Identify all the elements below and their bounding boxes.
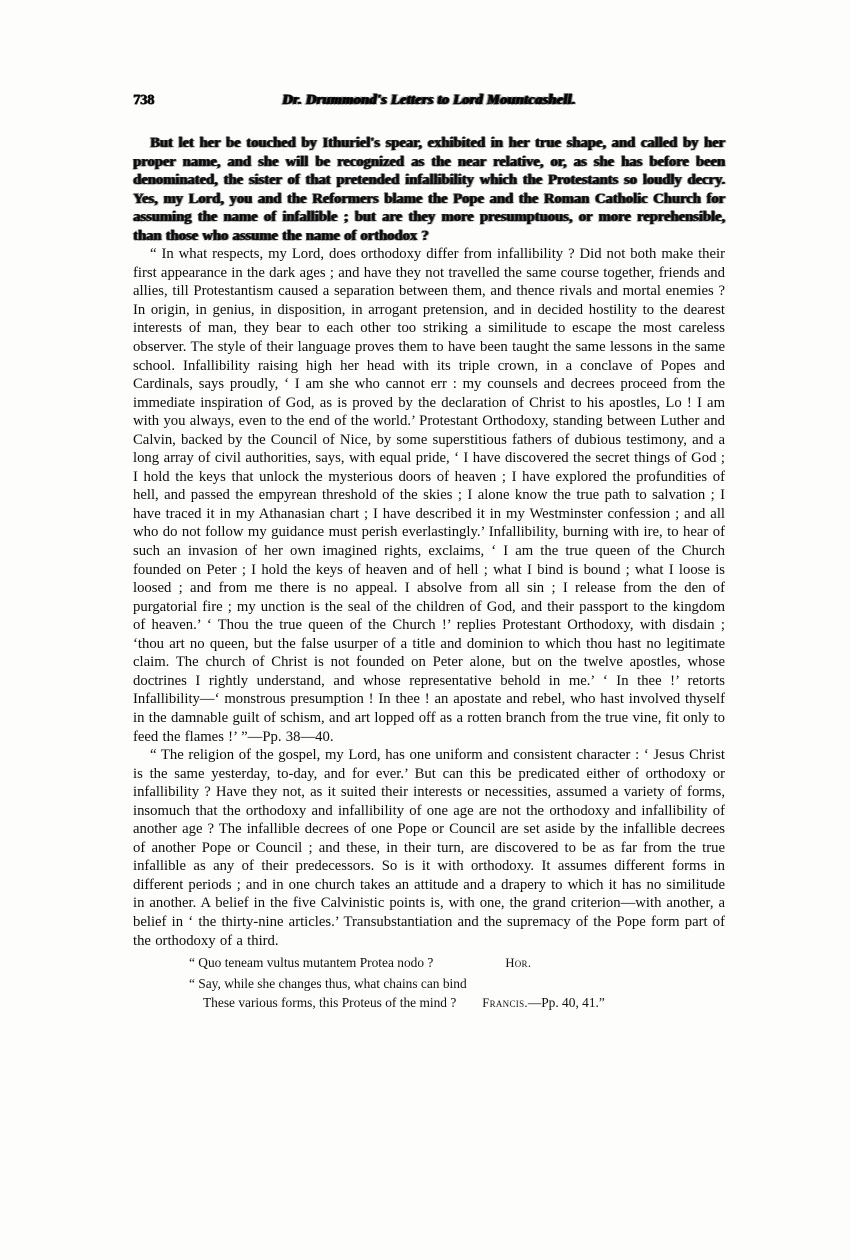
paragraph-one: But let her be touched by Ithuriel's spear, exhibited in her true shape, and called by her proper name, and she will be recognized as the near relative, or, as she has before been denominated, the sister of that pretended infallibility which the Protestants so loudly decry. Yes, my Lord, you and the Reformers blame the Pope and the Roman Catholic Church for assuming the name of infallible ; but are they more presumptuous, or more reprehensible, than those who assume the name of orthodox ? bbox=[133, 135, 725, 244]
paragraph-two: “ In what respects, my Lord, does orthodoxy differ from infallibility ? Did not both make their first appearance in the dark ages ; and have they not travelled the same course together, friends and allies, till Protestantism caused a separation between them, and thence rivals and mortal enemies ? In origin, in genius, in disposition, in arrogant pretension, and in decided hostility to the dearest interests of man, they bear to each other too striking a similitude to escape the most careless observer. The style of their language proves them to have been taught the same lessons in the same school. Infallibility raising high her head with its triple crown, in a conclave of Popes and Cardinals, says proudly, ‘ I am she who cannot err : my counsels and decrees proceed from the immediate inspiration of God, as is proved by the declaration of Christ to his apostles, Lo ! I am with you always, even to the end of the world.’ Protestant Orthodoxy, standing between Luther and Calvin, backed by the Council of Nice, by some superstitious fathers of dubious testimony, and a long array of civil authorities, says, with equal pride, ‘ I have discovered the secret things of God ; I hold the keys that unlock the mysterious doors of heaven ; I have explored the profundities of hell, and passed the empyrean threshold of the skies ; I alone know the true path to salvation ; I have traced it in my Athanasian chart ; I have described it in my Westminster confession ; and all who do not follow my guidance must perish everlastingly.’ Infallibility, burning with ire, to hear of such an invasion of her own imagined rights, exclaims, ‘ I am the true queen of the Church founded on Peter ; I hold the keys of heaven and of hell ; what I bind is bound ; what I loose is loosed ; and from me there is no appeal. I absolve from all sin ; I release from the den of purgatorial fire ; my unction is the seal of the children of God, and their passport to the kingdom of heaven.’ ‘ Thou the true queen of the Church !’ replies Protestant Orthodoxy, with disdain ; ‘thou art no queen, but the false usurper of a title and dominion to which thou hast no legitimate claim. The church of Christ is not founded on Peter alone, but on the twelve apostles, whose doctrines I rightly understand, and whose representative behold in me.’ ‘ In thee !’ retorts Infallibility—‘ monstrous presumption ! In thee ! an apostate and rebel, who hast involved thyself in the damnable guilt of schism, and art lopped off as a rotten branch from the true vine, fit only to feed the flames !’ ”—Pp. 38—40. bbox=[133, 246, 725, 745]
verse-line-one: “ Say, while she changes thus, what chains can bind bbox=[189, 975, 467, 991]
verse-line-two bbox=[133, 993, 725, 1014]
quotation-block bbox=[133, 953, 725, 1014]
running-head-title: Dr. Drummond's Letters to Lord Mountcashell. bbox=[282, 92, 576, 108]
running-head bbox=[133, 92, 725, 114]
latin-attribution: Hor. bbox=[505, 956, 532, 971]
verse-page-citation: —Pp. 40, 41.” bbox=[527, 995, 605, 1011]
page-text-block bbox=[133, 92, 725, 1014]
verse-line-two-text: These various forms, this Proteus of the mind ? bbox=[203, 995, 457, 1011]
page-number: 738 bbox=[133, 92, 155, 108]
latin-quotation-line bbox=[133, 953, 725, 974]
latin-quotation-text: “ Quo teneam vultus mutantem Protea nodo ? bbox=[189, 955, 434, 971]
paragraph-three: “ The religion of the gospel, my Lord, has one uniform and consistent character : ‘ Jesus Christ is the same yesterday, to-day, and for ever.’ But can this be predicated either of orthodoxy or infallibility ? Have they not, as it suited their interests or necessities, assumed a variety of forms, insomuch that the orthodoxy and infallibility of one age are not the orthodoxy and infallibility of another age ? The infallible decrees of one Pope or Council are set aside by the infallible decrees of another Pope or Council ; and these, in their turn, are discovered to be as far from the true infallible as any of their predecessors. So is it with orthodoxy. It assumes different forms in different periods ; and in one church takes an attitude and a drapery to which it has no similitude in another. A belief in the five Calvinistic points is, with one, the grand criterion—with another, a belief in ‘ the thirty-nine articles.’ Transubstantiation and the supremacy of the Pope form part of the orthodoxy of a third. bbox=[133, 747, 725, 949]
verse-attribution: Francis. bbox=[482, 996, 528, 1011]
